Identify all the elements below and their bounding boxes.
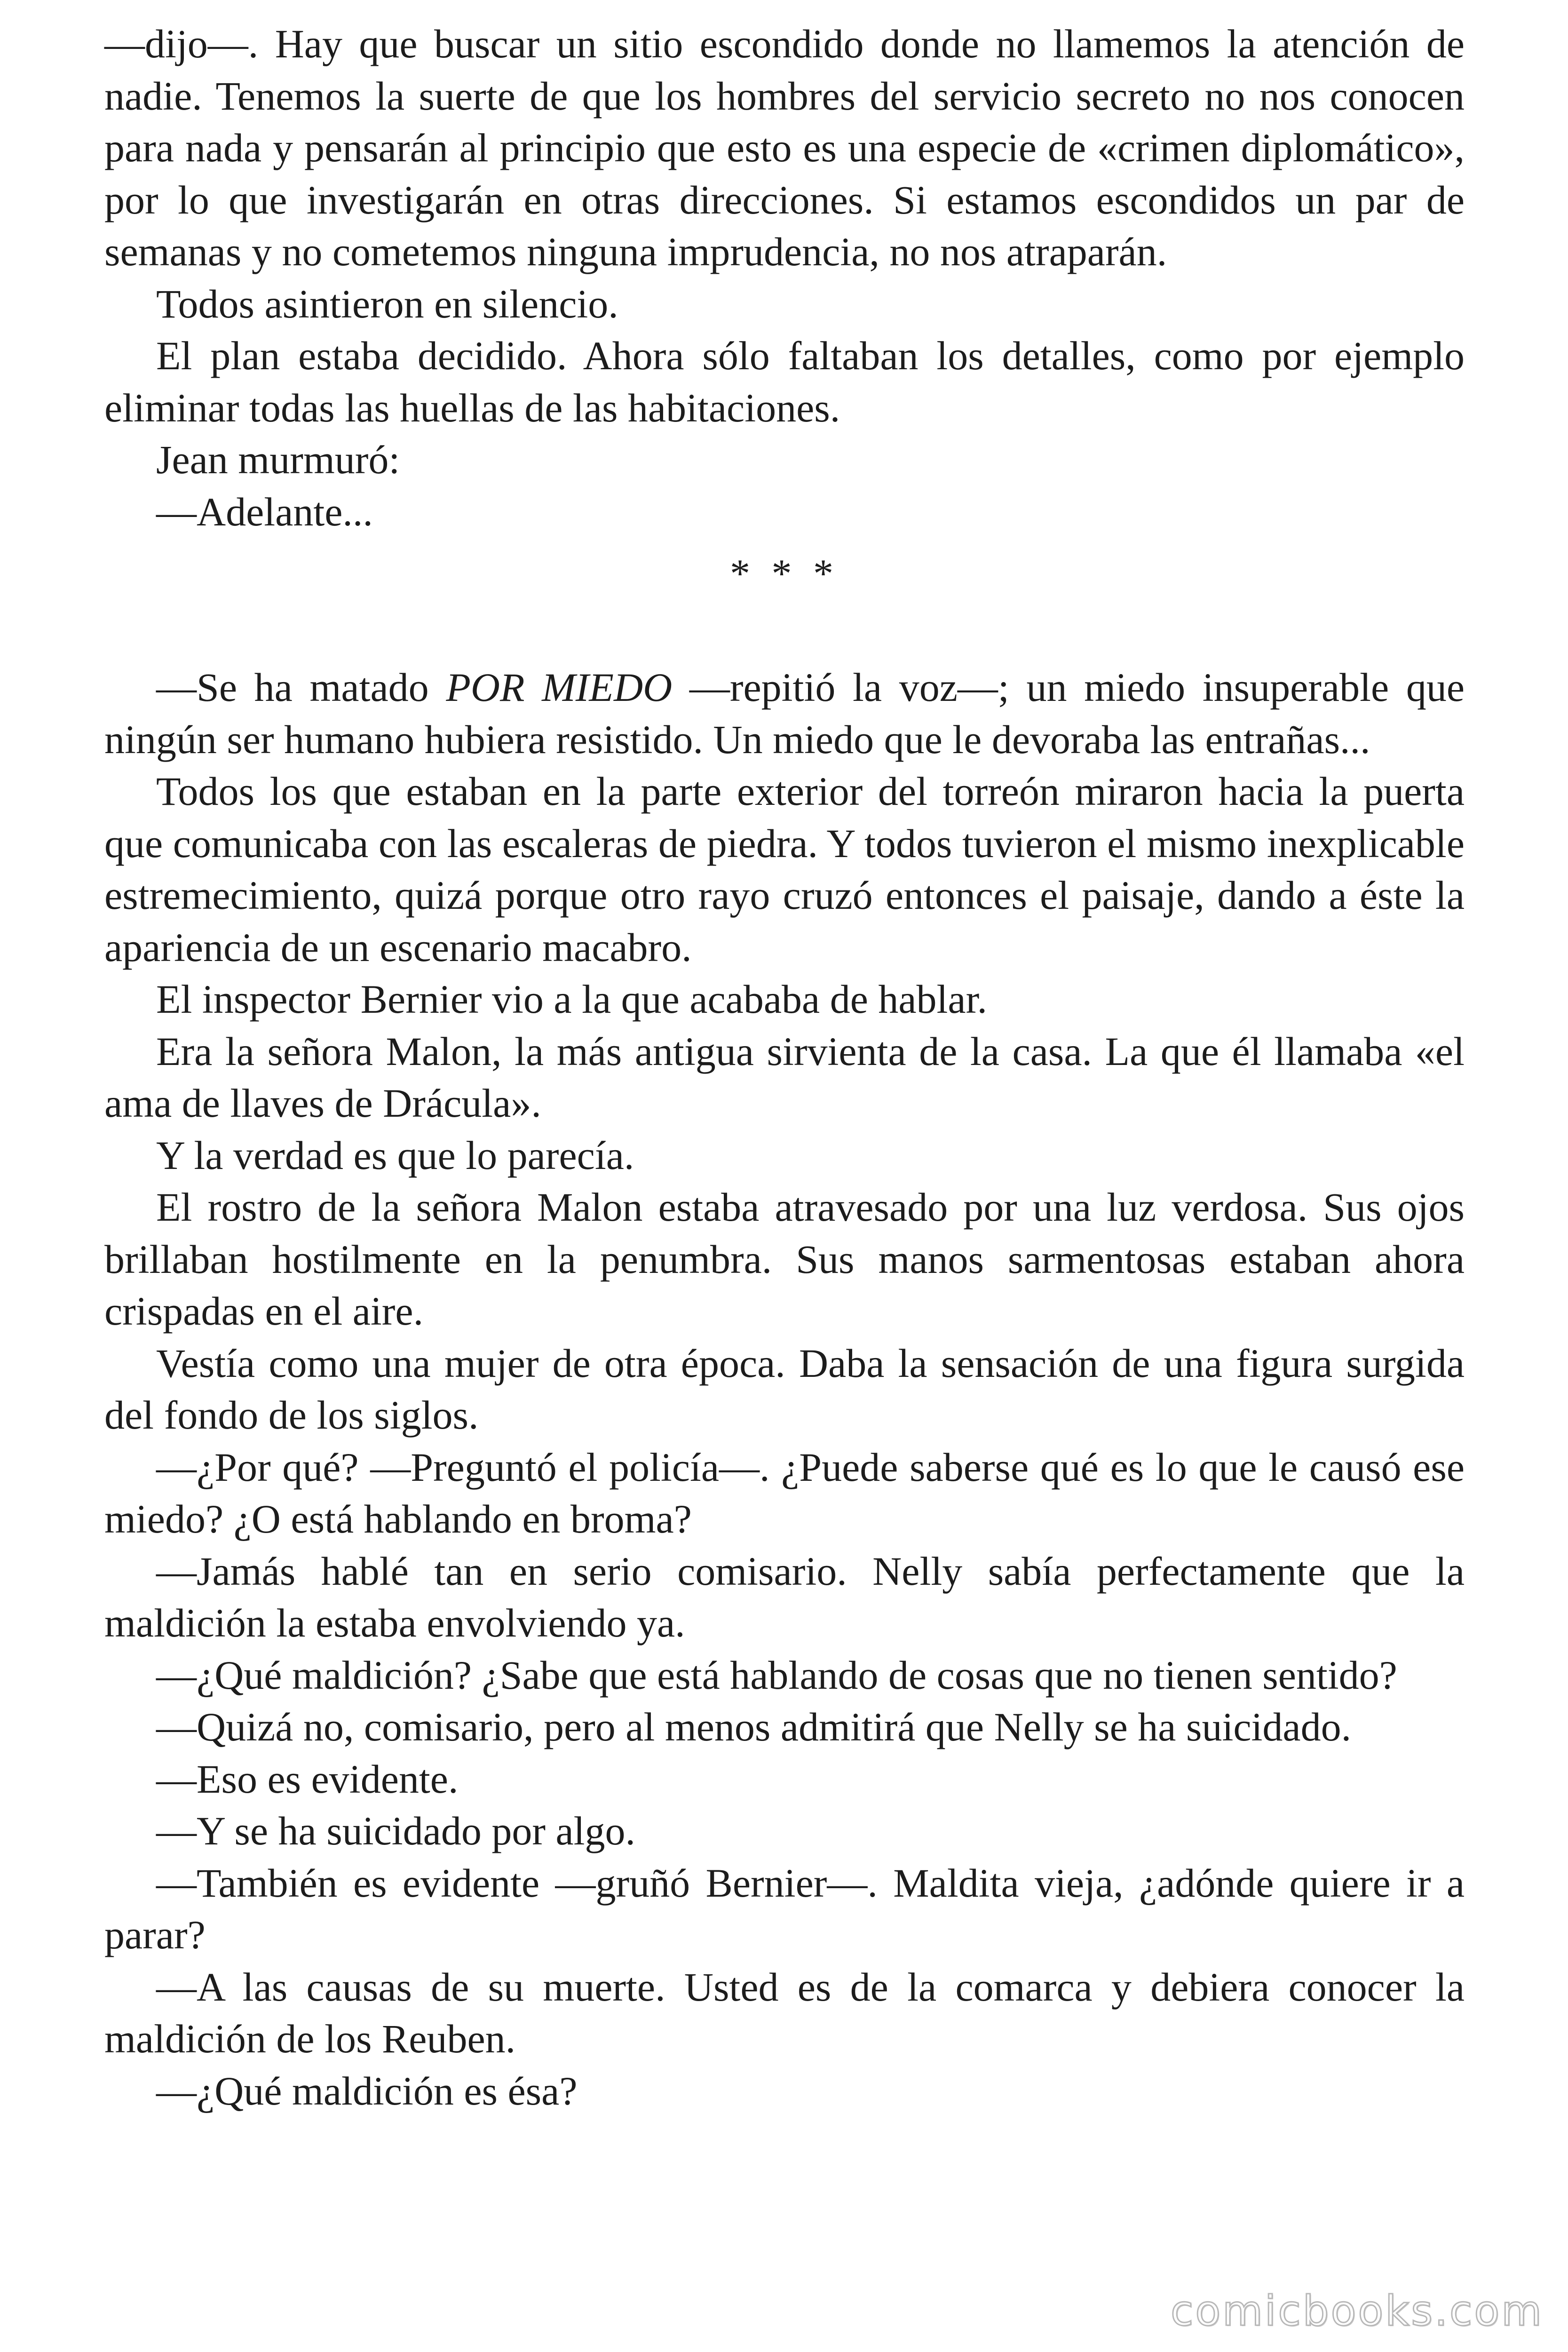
paragraph: Era la señora Malon, la más antigua sirvienta de la casa. La que él llamaba «el ama de llaves de Drácula». bbox=[104, 1028, 1465, 1126]
paragraph: —Eso es evidente. bbox=[156, 1756, 459, 1802]
paragraph: —Y se ha suicidado por algo. bbox=[156, 1808, 636, 1853]
italic-emphasis: POR MIEDO bbox=[446, 665, 673, 710]
paragraph: Jean murmuró: bbox=[156, 437, 400, 482]
paragraph: —dijo—. Hay que buscar un sitio escondido donde no llamemos la atención de nadie. Tenemos la suerte de que los hombres del servicio secreto no nos conocen para nada y pensarán al principio que esto es una especie de «crimen diplomático», por lo que investigarán en otras direcciones. Si estamos escondidos un par de semanas y no cometemos ninguna imprudencia, no nos atraparán. bbox=[104, 21, 1465, 274]
paragraph: —Adelante... bbox=[156, 489, 373, 534]
paragraph bbox=[104, 661, 1465, 765]
paragraph: —A las causas de su muerte. Usted es de la comarca y debiera conocer la maldición de los Reuben. bbox=[104, 1964, 1465, 2061]
text-run: —Se ha matado bbox=[156, 665, 446, 710]
paragraph: Y la verdad es que lo parecía. bbox=[156, 1132, 634, 1178]
paragraph: —Quizá no, comisario, pero al menos admitirá que Nelly se ha suicidado. bbox=[156, 1704, 1352, 1749]
paragraph: El rostro de la señora Malon estaba atravesado por una luz verdosa. Sus ojos brillaban hostilmente en la penumbra. Sus manos sarmentosas estaban ahora crispadas en el aire. bbox=[104, 1184, 1465, 1334]
paragraph: —¿Qué maldición es ésa? bbox=[156, 2068, 578, 2114]
paragraph: El plan estaba decidido. Ahora sólo faltaban los detalles, como por ejemplo eliminar todas las huellas de las habitaciones. bbox=[104, 333, 1465, 430]
text-run: —repitió la voz—; un miedo insuperable que ningún ser humano hubiera resistido. Un miedo que le devoraba las entrañas... bbox=[104, 665, 1465, 762]
paragraph: —Jamás hablé tan en serio comisario. Nelly sabía perfectamente que la maldición la estaba envolviendo ya. bbox=[104, 1548, 1465, 1645]
book-page bbox=[104, 18, 1465, 2117]
paragraph: —¿Por qué? —Preguntó el policía—. ¿Puede saberse qué es lo que le causó ese miedo? ¿O está hablando en broma? bbox=[104, 1444, 1465, 1542]
paragraph: Todos los que estaban en la parte exterior del torreón miraron hacia la puerta que comunicaba con las escaleras de piedra. Y todos tuvieron el mismo inexplicable estremecimiento, quizá porque otro rayo cruzó entonces el paisaje, dando a éste la apariencia de un escenario macabro. bbox=[104, 769, 1465, 970]
paragraph: —También es evidente —gruñó Bernier—. Maldita vieja, ¿adónde quiere ir a parar? bbox=[104, 1860, 1465, 1957]
watermark: comicbooks.com bbox=[1170, 2287, 1544, 2335]
section-break: * * * bbox=[730, 551, 839, 596]
paragraph: Vestía como una mujer de otra época. Daba la sensación de una figura surgida del fondo de los siglos. bbox=[104, 1340, 1465, 1438]
paragraph: Todos asintieron en silencio. bbox=[156, 281, 618, 326]
paragraph: —¿Qué maldición? ¿Sabe que está hablando de cosas que no tienen sentido? bbox=[156, 1652, 1397, 1698]
paragraph: El inspector Bernier vio a la que acababa de hablar. bbox=[156, 977, 987, 1022]
